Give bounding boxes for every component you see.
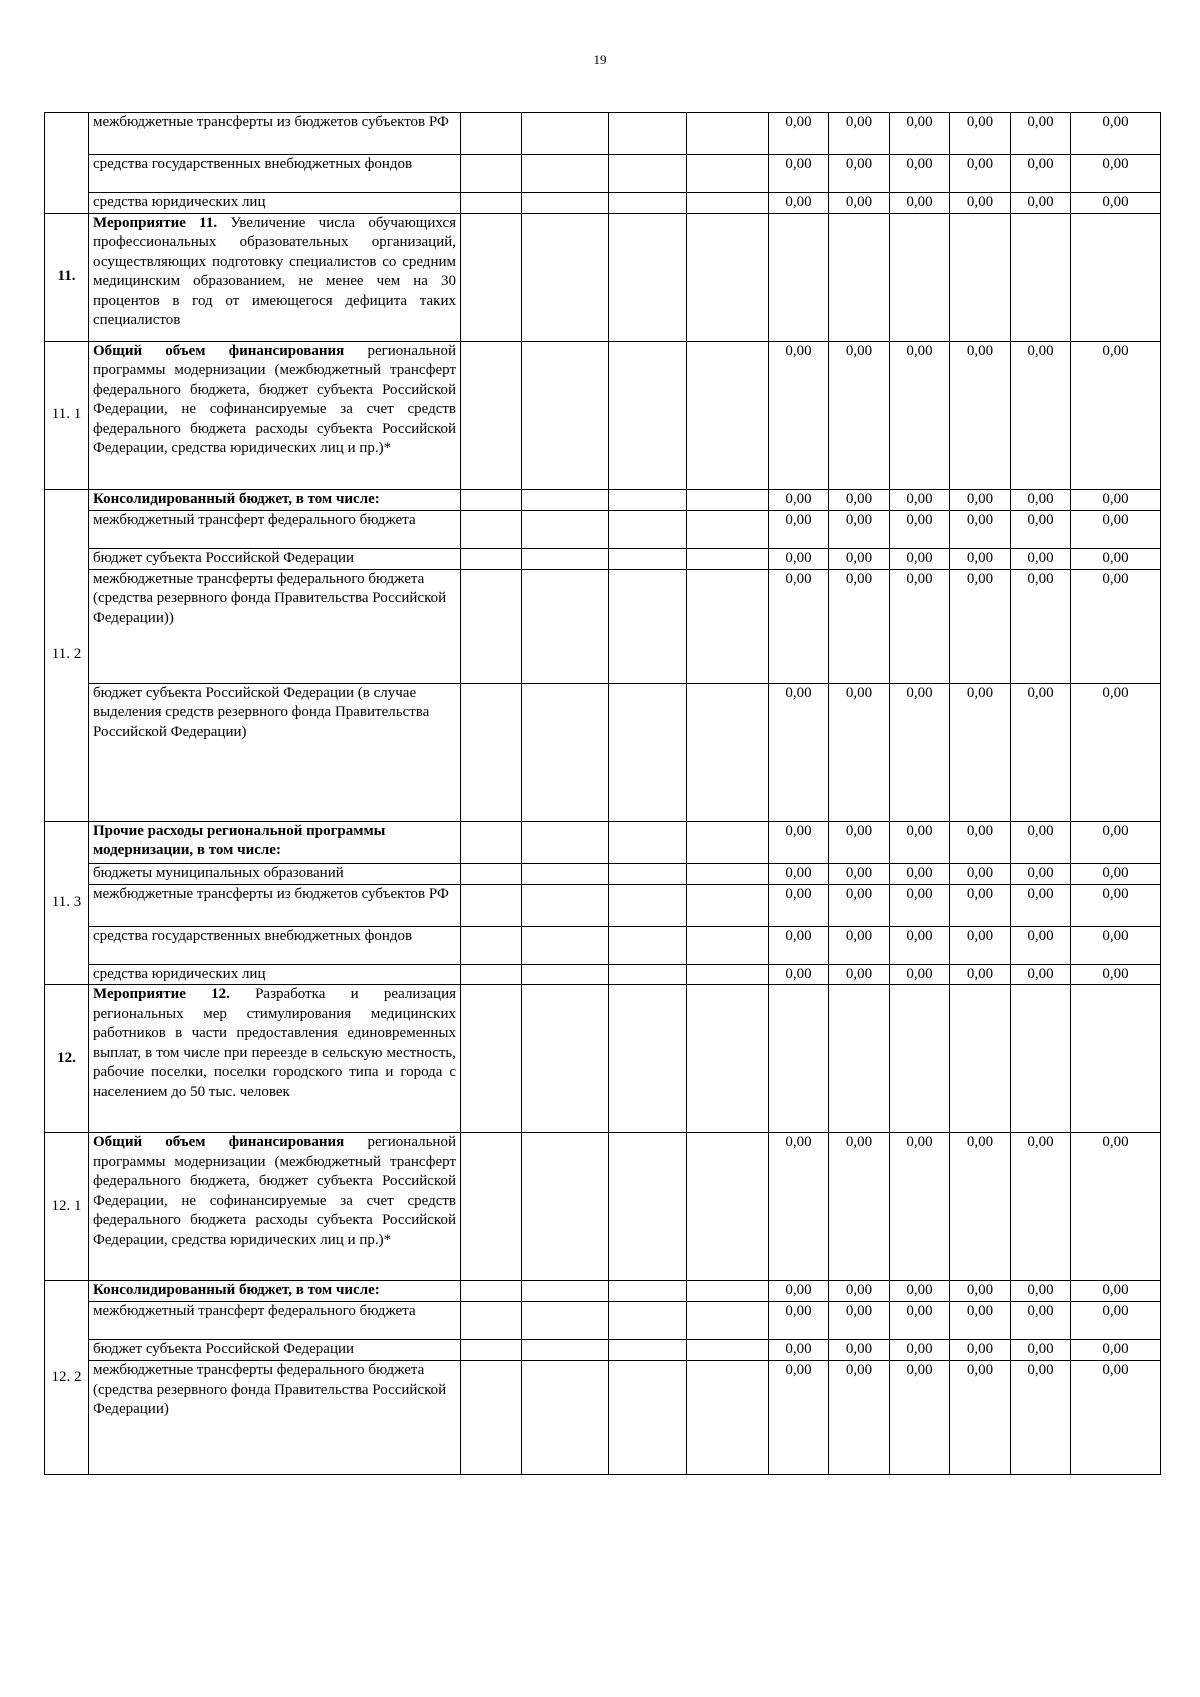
empty-cell: [461, 489, 522, 510]
value-cell: 0,00: [890, 113, 950, 155]
row-description-cell: [89, 510, 461, 548]
value-cell: 0,00: [950, 926, 1011, 964]
value-cell: 0,00: [890, 193, 950, 214]
row-description-cell: [89, 155, 461, 193]
empty-cell: [609, 821, 687, 863]
value-cell: 0,00: [1071, 926, 1161, 964]
row-description-bold: Мероприятие 12.: [93, 986, 230, 1002]
value-cell: 0,00: [1071, 155, 1161, 193]
value-cell: 0,00: [829, 926, 890, 964]
empty-cell: [609, 489, 687, 510]
empty-cell: [461, 341, 522, 489]
empty-cell: [687, 113, 769, 155]
row-number-cell: 11. 3: [45, 821, 89, 985]
empty-cell: [461, 1281, 522, 1302]
value-cell: 0,00: [950, 1302, 1011, 1340]
financing-table: [44, 112, 1161, 1475]
empty-cell: [522, 113, 609, 155]
empty-cell: [609, 1361, 687, 1475]
value-cell: 0,00: [950, 863, 1011, 884]
value-cell: 0,00: [1011, 1340, 1071, 1361]
row-description-text: межбюджетный трансферт федерального бюджета: [93, 1303, 416, 1319]
empty-cell: [687, 548, 769, 569]
value-cell: [950, 213, 1011, 341]
value-cell: 0,00: [769, 683, 829, 821]
table-row: [45, 569, 1161, 683]
table-row: [45, 213, 1161, 341]
row-description-cell: [89, 964, 461, 985]
value-cell: 0,00: [769, 863, 829, 884]
empty-cell: [461, 884, 522, 926]
value-cell: 0,00: [829, 1361, 890, 1475]
table-row: [45, 863, 1161, 884]
row-description-text: межбюджетные трансферты федерального бюджета (средства резервного фонда Правительства Российской Федерации)): [93, 570, 447, 626]
row-description-cell: [89, 1302, 461, 1340]
empty-cell: [687, 213, 769, 341]
value-cell: 0,00: [1011, 821, 1071, 863]
value-cell: 0,00: [829, 193, 890, 214]
value-cell: 0,00: [769, 1340, 829, 1361]
empty-cell: [687, 1133, 769, 1281]
value-cell: 0,00: [950, 1340, 1011, 1361]
value-cell: 0,00: [1011, 341, 1071, 489]
empty-cell: [522, 964, 609, 985]
value-cell: 0,00: [829, 884, 890, 926]
value-cell: 0,00: [829, 1133, 890, 1281]
value-cell: 0,00: [890, 683, 950, 821]
row-description-text: бюджет субъекта Российской Федерации (в случае выделения средств резервного фонда Правительства Российской Федерации): [93, 684, 430, 740]
empty-cell: [609, 548, 687, 569]
value-cell: 0,00: [950, 821, 1011, 863]
table-row: [45, 1361, 1161, 1475]
row-number-cell: 12.: [45, 985, 89, 1133]
value-cell: 0,00: [950, 884, 1011, 926]
value-cell: 0,00: [769, 155, 829, 193]
row-description-text: средства государственных внебюджетных фондов: [93, 156, 413, 172]
table-row: [45, 510, 1161, 548]
empty-cell: [522, 683, 609, 821]
value-cell: [950, 985, 1011, 1133]
empty-cell: [461, 985, 522, 1133]
empty-cell: [522, 489, 609, 510]
empty-cell: [461, 821, 522, 863]
value-cell: 0,00: [829, 863, 890, 884]
row-description-bold: Консолидированный бюджет, в том числе:: [93, 1282, 380, 1298]
value-cell: 0,00: [769, 193, 829, 214]
value-cell: 0,00: [1011, 964, 1071, 985]
row-description-cell: [89, 1281, 461, 1302]
empty-cell: [461, 510, 522, 548]
row-description-bold: Прочие расходы региональной программы модернизации, в том числе:: [93, 822, 386, 858]
value-cell: 0,00: [769, 1361, 829, 1475]
empty-cell: [461, 548, 522, 569]
row-description-text: средства государственных внебюджетных фондов: [93, 927, 413, 944]
row-description-text: Разработка и реализация региональных мер стимулирования медицинских работников в части предоставления единовременных выплат, в том числе при переезде в сельскую местность, рабочие поселки, поселки городского типа и города с населением до 50 тыс. человек: [93, 986, 456, 1100]
row-description-cell: [89, 683, 461, 821]
value-cell: [1071, 213, 1161, 341]
row-description-cell: [89, 821, 461, 863]
value-cell: 0,00: [769, 1133, 829, 1281]
value-cell: 0,00: [1071, 1302, 1161, 1340]
value-cell: 0,00: [1011, 1281, 1071, 1302]
empty-cell: [609, 113, 687, 155]
value-cell: 0,00: [829, 1281, 890, 1302]
table-row: [45, 341, 1161, 489]
table-row: [45, 964, 1161, 985]
row-description-bold: Общий объем финансирования: [93, 1134, 345, 1150]
value-cell: 0,00: [1071, 1361, 1161, 1475]
row-description-text: региональной программы модернизации (межбюджетный трансферт федерального бюджета, бюджет субъекта Российской Федерации, не софинансируемые за счет средств федерального бюджета расходы субъекта Российской Федерации, средства юридических лиц и пр.)*: [93, 1134, 456, 1248]
value-cell: 0,00: [950, 510, 1011, 548]
empty-cell: [609, 884, 687, 926]
empty-cell: [687, 1281, 769, 1302]
value-cell: 0,00: [1071, 821, 1161, 863]
empty-cell: [522, 1281, 609, 1302]
value-cell: 0,00: [950, 683, 1011, 821]
value-cell: 0,00: [1071, 341, 1161, 489]
empty-cell: [609, 1302, 687, 1340]
value-cell: 0,00: [1011, 155, 1071, 193]
value-cell: 0,00: [1011, 569, 1071, 683]
empty-cell: [687, 1302, 769, 1340]
table-row: [45, 113, 1161, 155]
value-cell: 0,00: [769, 926, 829, 964]
value-cell: 0,00: [1011, 926, 1071, 964]
empty-cell: [609, 985, 687, 1133]
empty-cell: [522, 863, 609, 884]
row-description-text: межбюджетный трансферт федерального бюджета: [93, 511, 416, 528]
value-cell: 0,00: [890, 863, 950, 884]
value-cell: 0,00: [950, 548, 1011, 569]
value-cell: 0,00: [769, 884, 829, 926]
empty-cell: [461, 1361, 522, 1475]
empty-cell: [687, 985, 769, 1133]
empty-cell: [609, 510, 687, 548]
value-cell: 0,00: [890, 155, 950, 193]
empty-cell: [522, 548, 609, 569]
value-cell: 0,00: [829, 1302, 890, 1340]
value-cell: 0,00: [1011, 548, 1071, 569]
table-row: [45, 1133, 1161, 1281]
value-cell: 0,00: [1011, 1302, 1071, 1340]
empty-cell: [461, 683, 522, 821]
table-row: [45, 821, 1161, 863]
table-row: [45, 884, 1161, 926]
value-cell: 0,00: [950, 341, 1011, 489]
value-cell: 0,00: [829, 964, 890, 985]
empty-cell: [522, 821, 609, 863]
empty-cell: [609, 926, 687, 964]
empty-cell: [687, 1361, 769, 1475]
row-description-cell: [89, 113, 461, 155]
empty-cell: [522, 1361, 609, 1475]
row-description-text: межбюджетные трансферты из бюджетов субъектов РФ: [93, 114, 449, 130]
table-row: [45, 985, 1161, 1133]
row-description-text: бюджет субъекта Российской Федерации: [93, 1341, 355, 1357]
value-cell: 0,00: [1011, 510, 1071, 548]
value-cell: 0,00: [890, 548, 950, 569]
value-cell: 0,00: [769, 569, 829, 683]
value-cell: 0,00: [1011, 1361, 1071, 1475]
row-description-text: региональной программы модернизации (межбюджетный трансферт федерального бюджета, бюджет субъекта Российской Федерации, не софинансируемые за счет средств федерального бюджета расходы субъекта Российской Федерации, средства юридических лиц и пр.)*: [93, 342, 456, 456]
empty-cell: [609, 155, 687, 193]
value-cell: 0,00: [829, 155, 890, 193]
value-cell: 0,00: [950, 489, 1011, 510]
empty-cell: [687, 510, 769, 548]
row-description-cell: [89, 1133, 461, 1281]
value-cell: 0,00: [890, 489, 950, 510]
value-cell: 0,00: [1071, 964, 1161, 985]
row-description-text: средства юридических лиц: [93, 194, 266, 210]
value-cell: 0,00: [1011, 863, 1071, 884]
empty-cell: [461, 964, 522, 985]
row-description-bold: Консолидированный бюджет, в том числе:: [93, 490, 380, 507]
value-cell: 0,00: [890, 1133, 950, 1281]
row-description-text: бюджет субъекта Российской Федерации: [93, 549, 355, 566]
value-cell: 0,00: [950, 964, 1011, 985]
value-cell: 0,00: [1011, 489, 1071, 510]
value-cell: 0,00: [769, 1302, 829, 1340]
row-description-bold: Мероприятие 11.: [93, 214, 218, 231]
value-cell: 0,00: [890, 1281, 950, 1302]
empty-cell: [687, 155, 769, 193]
value-cell: 0,00: [829, 489, 890, 510]
value-cell: 0,00: [1071, 569, 1161, 683]
value-cell: 0,00: [769, 964, 829, 985]
row-description-cell: [89, 548, 461, 569]
value-cell: [890, 213, 950, 341]
empty-cell: [522, 213, 609, 341]
table-body: [45, 113, 1161, 1475]
empty-cell: [609, 683, 687, 821]
row-description-cell: [89, 863, 461, 884]
value-cell: 0,00: [1071, 548, 1161, 569]
empty-cell: [461, 213, 522, 341]
value-cell: 0,00: [890, 569, 950, 683]
value-cell: 0,00: [829, 569, 890, 683]
value-cell: 0,00: [890, 341, 950, 489]
row-number-cell: [45, 113, 89, 214]
value-cell: 0,00: [769, 113, 829, 155]
value-cell: 0,00: [769, 1281, 829, 1302]
empty-cell: [687, 964, 769, 985]
table-row: [45, 155, 1161, 193]
value-cell: 0,00: [890, 884, 950, 926]
row-description-text: межбюджетные трансферты из бюджетов субъектов РФ: [93, 885, 449, 902]
value-cell: 0,00: [1071, 863, 1161, 884]
value-cell: 0,00: [829, 548, 890, 569]
empty-cell: [609, 569, 687, 683]
empty-cell: [522, 1302, 609, 1340]
value-cell: 0,00: [769, 510, 829, 548]
row-description-text: средства юридических лиц: [93, 965, 266, 982]
row-number-cell: 11. 2: [45, 489, 89, 821]
value-cell: 0,00: [829, 113, 890, 155]
empty-cell: [609, 193, 687, 214]
value-cell: 0,00: [829, 341, 890, 489]
table-row: [45, 489, 1161, 510]
value-cell: [1011, 213, 1071, 341]
empty-cell: [687, 821, 769, 863]
value-cell: 0,00: [769, 548, 829, 569]
empty-cell: [461, 569, 522, 683]
empty-cell: [687, 863, 769, 884]
value-cell: 0,00: [829, 1340, 890, 1361]
row-description-bold: Общий объем финансирования: [93, 342, 345, 359]
table-row: [45, 1281, 1161, 1302]
empty-cell: [522, 985, 609, 1133]
value-cell: 0,00: [950, 1281, 1011, 1302]
empty-cell: [609, 863, 687, 884]
row-description-cell: [89, 213, 461, 341]
row-description-cell: [89, 1361, 461, 1475]
empty-cell: [522, 926, 609, 964]
table-row: [45, 683, 1161, 821]
value-cell: 0,00: [1071, 884, 1161, 926]
empty-cell: [609, 1133, 687, 1281]
empty-cell: [687, 569, 769, 683]
page-number: 19: [593, 52, 607, 67]
empty-cell: [687, 1340, 769, 1361]
value-cell: 0,00: [890, 926, 950, 964]
empty-cell: [687, 489, 769, 510]
empty-cell: [461, 155, 522, 193]
empty-cell: [609, 964, 687, 985]
empty-cell: [522, 510, 609, 548]
empty-cell: [461, 926, 522, 964]
empty-cell: [522, 884, 609, 926]
row-description-cell: [89, 341, 461, 489]
row-description-cell: [89, 569, 461, 683]
value-cell: 0,00: [1071, 1133, 1161, 1281]
value-cell: 0,00: [769, 489, 829, 510]
value-cell: 0,00: [829, 821, 890, 863]
empty-cell: [522, 569, 609, 683]
value-cell: 0,00: [1011, 193, 1071, 214]
value-cell: 0,00: [950, 1133, 1011, 1281]
value-cell: 0,00: [890, 1361, 950, 1475]
value-cell: 0,00: [829, 510, 890, 548]
value-cell: [769, 213, 829, 341]
table-row: [45, 926, 1161, 964]
value-cell: 0,00: [1071, 510, 1161, 548]
value-cell: 0,00: [829, 683, 890, 821]
value-cell: [890, 985, 950, 1133]
value-cell: 0,00: [769, 821, 829, 863]
row-description-cell: [89, 1340, 461, 1361]
value-cell: 0,00: [1011, 884, 1071, 926]
value-cell: 0,00: [950, 193, 1011, 214]
empty-cell: [522, 155, 609, 193]
empty-cell: [609, 341, 687, 489]
empty-cell: [522, 193, 609, 214]
value-cell: [1071, 985, 1161, 1133]
value-cell: [829, 213, 890, 341]
empty-cell: [461, 863, 522, 884]
value-cell: 0,00: [950, 569, 1011, 683]
empty-cell: [522, 341, 609, 489]
row-description-cell: [89, 926, 461, 964]
empty-cell: [461, 1302, 522, 1340]
table-row: [45, 548, 1161, 569]
value-cell: 0,00: [1071, 193, 1161, 214]
row-number-cell: 11.: [45, 213, 89, 341]
value-cell: 0,00: [890, 1340, 950, 1361]
empty-cell: [687, 341, 769, 489]
value-cell: 0,00: [1071, 489, 1161, 510]
value-cell: 0,00: [950, 1361, 1011, 1475]
table-row: [45, 1302, 1161, 1340]
value-cell: 0,00: [890, 510, 950, 548]
table-row: [45, 193, 1161, 214]
empty-cell: [522, 1340, 609, 1361]
empty-cell: [461, 193, 522, 214]
value-cell: 0,00: [890, 821, 950, 863]
row-description-text: бюджеты муниципальных образований: [93, 864, 344, 881]
empty-cell: [461, 113, 522, 155]
value-cell: 0,00: [1071, 1281, 1161, 1302]
value-cell: 0,00: [1011, 113, 1071, 155]
row-description-cell: [89, 884, 461, 926]
row-number-cell: 11. 1: [45, 341, 89, 489]
row-description-text: межбюджетные трансферты федерального бюджета (средства резервного фонда Правительства Российской Федерации): [93, 1362, 447, 1417]
row-description-cell: [89, 193, 461, 214]
empty-cell: [461, 1133, 522, 1281]
value-cell: 0,00: [1011, 683, 1071, 821]
value-cell: [1011, 985, 1071, 1133]
value-cell: 0,00: [890, 964, 950, 985]
value-cell: [829, 985, 890, 1133]
value-cell: 0,00: [890, 1302, 950, 1340]
table-row: [45, 1340, 1161, 1361]
value-cell: 0,00: [950, 113, 1011, 155]
value-cell: 0,00: [769, 341, 829, 489]
row-description-cell: [89, 489, 461, 510]
empty-cell: [522, 1133, 609, 1281]
value-cell: [769, 985, 829, 1133]
row-description-text: Увеличение числа обучающихся профессиональных образовательных организаций, осуществляющих подготовку специалистов со средним медицинским образованием, не менее чем на 30 процентов в год от имеющегося дефицита таких специалистов: [93, 214, 456, 328]
empty-cell: [687, 683, 769, 821]
value-cell: 0,00: [1071, 1340, 1161, 1361]
empty-cell: [687, 884, 769, 926]
empty-cell: [461, 1340, 522, 1361]
row-description-cell: [89, 985, 461, 1133]
empty-cell: [687, 926, 769, 964]
empty-cell: [687, 193, 769, 214]
empty-cell: [609, 213, 687, 341]
value-cell: 0,00: [1011, 1133, 1071, 1281]
empty-cell: [609, 1340, 687, 1361]
value-cell: 0,00: [1071, 113, 1161, 155]
row-number-cell: 12. 2: [45, 1281, 89, 1475]
value-cell: 0,00: [950, 155, 1011, 193]
value-cell: 0,00: [1071, 683, 1161, 821]
empty-cell: [609, 1281, 687, 1302]
row-number-cell: 12. 1: [45, 1133, 89, 1281]
